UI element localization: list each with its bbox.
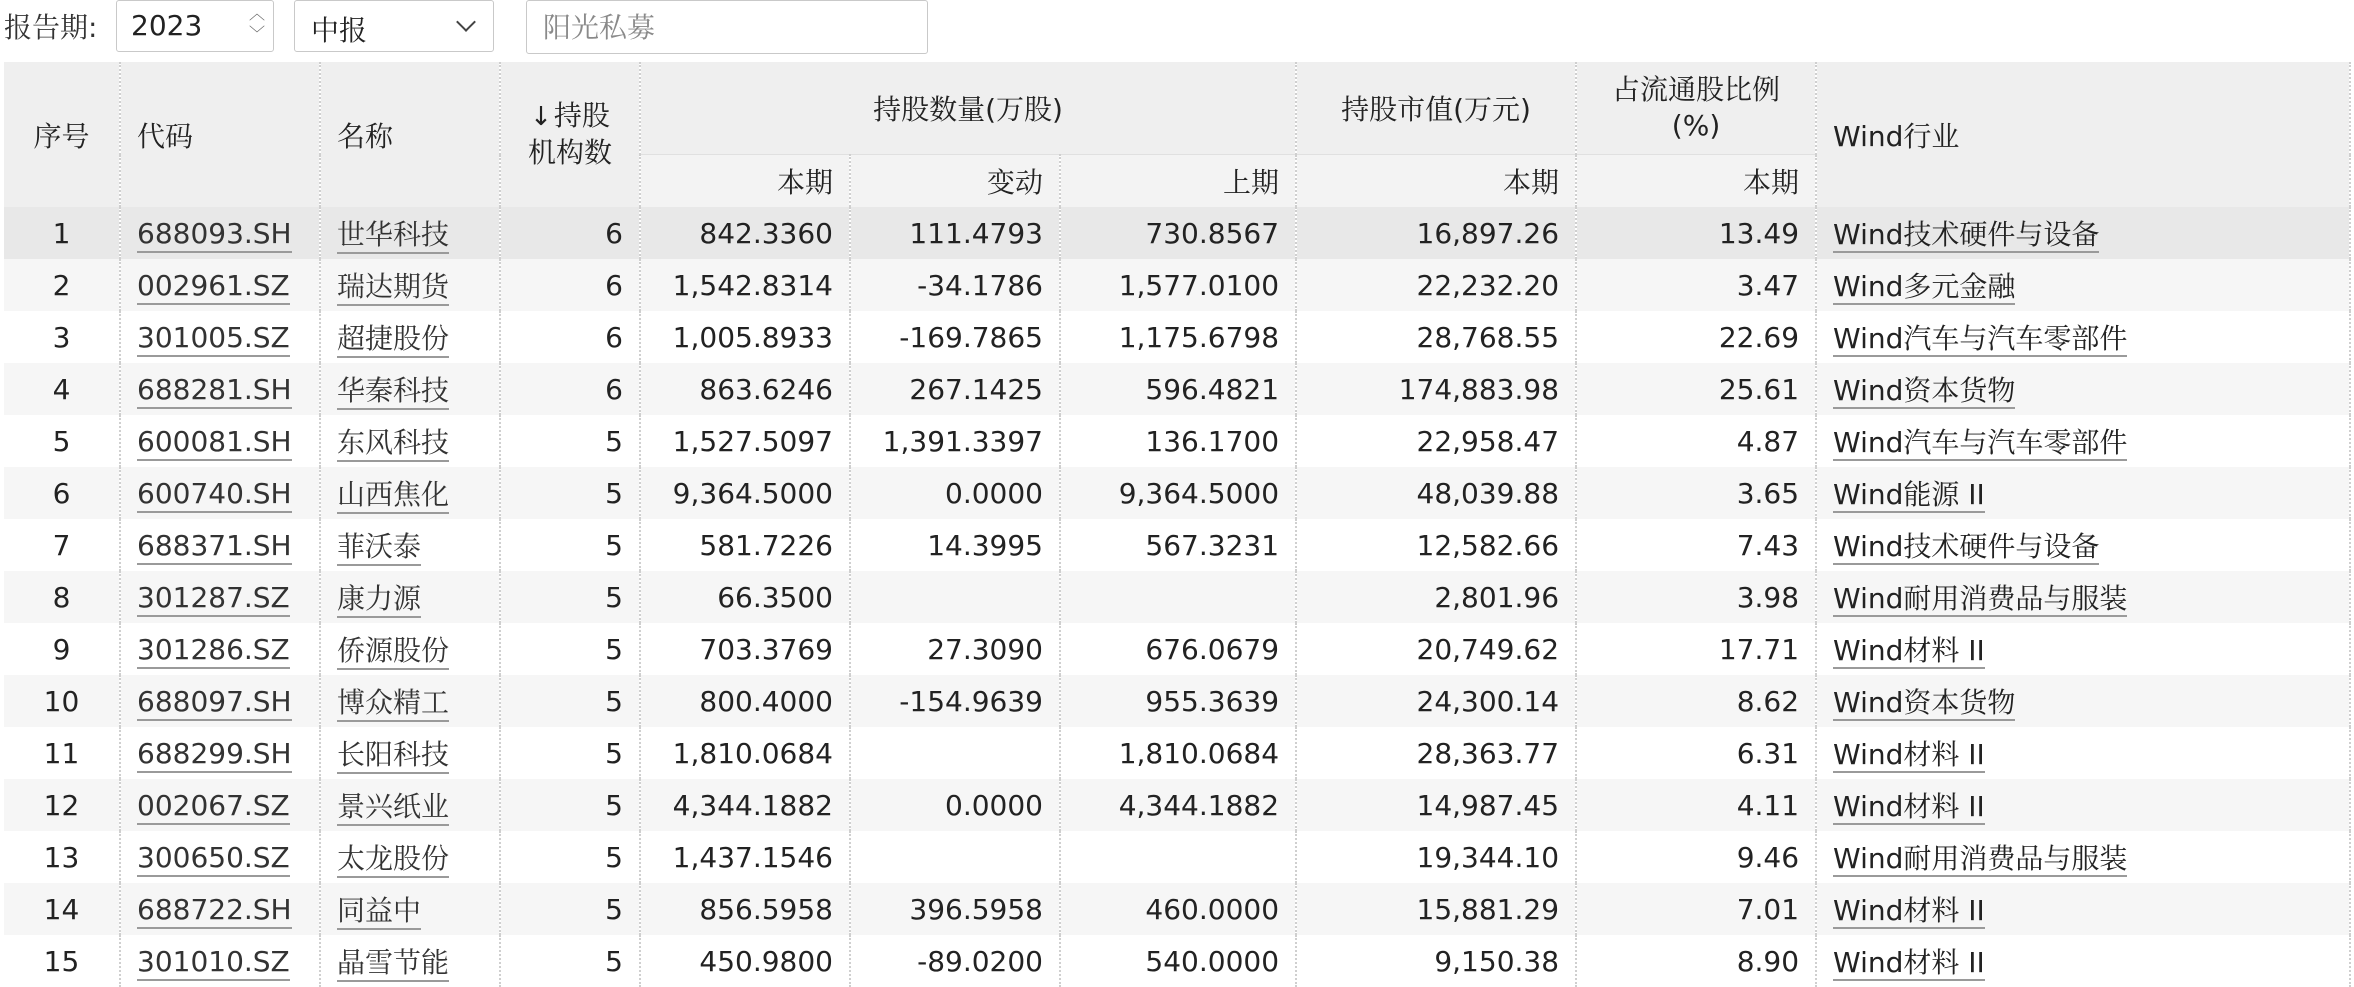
cell-index: 13 <box>4 831 120 883</box>
cell-name-cell[interactable] <box>320 415 500 467</box>
cell-industry-link-cell[interactable] <box>1816 623 2350 675</box>
cell-shares-change: -89.0200 <box>850 935 1060 987</box>
cell-shares-current: 842.3360 <box>640 207 850 259</box>
cell-name-cell[interactable] <box>320 831 500 883</box>
cell-industry-link[interactable]: Wind汽车与汽车零部件 <box>1833 322 2128 355</box>
cell-code-link-cell[interactable] <box>120 311 320 363</box>
col-header-shares-current[interactable]: 本期 <box>640 155 850 208</box>
cell-float-ratio: 3.98 <box>1576 571 1816 623</box>
cell-shares-change: -34.1786 <box>850 259 1060 311</box>
cell-industry-link[interactable]: Wind耐用消费品与服装 <box>1833 842 2128 875</box>
cell-industry-link[interactable]: Wind能源 II <box>1833 478 1985 511</box>
cell-code-link[interactable]: 301005.SZ <box>137 321 290 357</box>
cell-name[interactable]: 康力源 <box>337 582 421 618</box>
cell-shares-change: 27.3090 <box>850 623 1060 675</box>
cell-shares-current: 581.7226 <box>640 519 850 571</box>
cell-institution-count: 5 <box>500 779 640 831</box>
cell-industry-link-cell[interactable] <box>1816 311 2350 363</box>
cell-industry-link[interactable]: Wind资本货物 <box>1833 686 2016 719</box>
cell-industry-link-cell[interactable] <box>1816 727 2350 779</box>
cell-name-cell[interactable] <box>320 259 500 311</box>
cell-shares-change: 0.0000 <box>850 467 1060 519</box>
col-group-float-ratio <box>1576 62 1816 155</box>
cell-name[interactable]: 景兴纸业 <box>337 790 449 826</box>
cell-industry-link-cell[interactable] <box>1816 415 2350 467</box>
cell-institution-count: 6 <box>500 363 640 415</box>
table-row[interactable] <box>4 675 2350 727</box>
cell-index: 15 <box>4 935 120 987</box>
table-body <box>4 207 2350 987</box>
table-row[interactable] <box>4 935 2350 987</box>
cell-industry-link[interactable]: Wind耐用消费品与服装 <box>1833 582 2128 615</box>
cell-name-cell[interactable] <box>320 883 500 935</box>
table-row[interactable] <box>4 519 2350 571</box>
col-header-code[interactable]: 代码 <box>120 62 320 207</box>
cell-code-link[interactable]: 600740.SH <box>137 477 292 513</box>
cell-shares-change: -154.9639 <box>850 675 1060 727</box>
cell-institution-count: 5 <box>500 935 640 987</box>
table-row[interactable] <box>4 883 2350 935</box>
cell-float-ratio: 4.11 <box>1576 779 1816 831</box>
cell-industry-link[interactable]: Wind多元金融 <box>1833 270 2016 303</box>
cell-index: 10 <box>4 675 120 727</box>
cell-code-link-cell[interactable] <box>120 259 320 311</box>
cell-index: 7 <box>4 519 120 571</box>
cell-shares-change: 396.5958 <box>850 883 1060 935</box>
inst-header-line2: 机构数 <box>527 136 612 169</box>
cell-name[interactable]: 长阳科技 <box>337 738 449 774</box>
cell-shares-change: 267.1425 <box>850 363 1060 415</box>
col-header-ratio-current[interactable]: 本期 <box>1576 155 1816 208</box>
cell-institution-count: 5 <box>500 519 640 571</box>
cell-code-link[interactable]: 688299.SH <box>137 737 292 773</box>
cell-name-cell[interactable] <box>320 519 500 571</box>
cell-market-value: 22,958.47 <box>1296 415 1576 467</box>
table-row[interactable] <box>4 363 2350 415</box>
year-stepper[interactable] <box>116 0 274 52</box>
cell-institution-count: 5 <box>500 727 640 779</box>
cell-shares-previous: 1,810.0684 <box>1060 727 1296 779</box>
cell-code-link-cell[interactable] <box>120 935 320 987</box>
cell-code-link-cell[interactable] <box>120 623 320 675</box>
cell-shares-change: 14.3995 <box>850 519 1060 571</box>
cell-code-link-cell[interactable] <box>120 519 320 571</box>
cell-market-value: 12,582.66 <box>1296 519 1576 571</box>
cell-market-value: 15,881.29 <box>1296 883 1576 935</box>
cell-code-link[interactable]: 002067.SZ <box>137 789 290 825</box>
table-row[interactable] <box>4 259 2350 311</box>
cell-market-value: 48,039.88 <box>1296 467 1576 519</box>
cell-shares-previous <box>1060 831 1296 883</box>
cell-shares-previous: 596.4821 <box>1060 363 1296 415</box>
cell-code-link[interactable]: 002961.SZ <box>137 269 290 305</box>
cell-code-link-cell[interactable] <box>120 207 320 259</box>
filter-bar <box>0 0 2354 56</box>
cell-float-ratio: 25.61 <box>1576 363 1816 415</box>
cell-float-ratio: 8.90 <box>1576 935 1816 987</box>
cell-market-value: 28,363.77 <box>1296 727 1576 779</box>
cell-shares-previous <box>1060 571 1296 623</box>
cell-float-ratio: 9.46 <box>1576 831 1816 883</box>
col-header-institution-count[interactable] <box>500 62 640 207</box>
cell-code-link[interactable]: 688371.SH <box>137 529 292 565</box>
cell-name[interactable]: 侨源股份 <box>337 634 449 670</box>
cell-code-link[interactable]: 688093.SH <box>137 217 292 253</box>
cell-shares-current: 703.3769 <box>640 623 850 675</box>
cell-shares-current: 800.4000 <box>640 675 850 727</box>
table-row[interactable] <box>4 571 2350 623</box>
cell-name-cell[interactable] <box>320 207 500 259</box>
cell-institution-count: 6 <box>500 311 640 363</box>
cell-index: 3 <box>4 311 120 363</box>
col-group-shares: 持股数量(万股) <box>640 62 1296 155</box>
cell-float-ratio: 7.43 <box>1576 519 1816 571</box>
cell-market-value: 19,344.10 <box>1296 831 1576 883</box>
cell-index: 9 <box>4 623 120 675</box>
cell-institution-count: 5 <box>500 623 640 675</box>
cell-institution-count: 5 <box>500 831 640 883</box>
cell-index: 2 <box>4 259 120 311</box>
table-row[interactable] <box>4 467 2350 519</box>
cell-name[interactable]: 菲沃泰 <box>337 530 421 566</box>
fund-type-search-input[interactable] <box>526 0 928 54</box>
cell-industry-link-cell[interactable] <box>1816 935 2350 987</box>
cell-shares-previous: 1,577.0100 <box>1060 259 1296 311</box>
cell-name-cell[interactable] <box>320 467 500 519</box>
cell-industry-link-cell[interactable] <box>1816 519 2350 571</box>
cell-name[interactable]: 太龙股份 <box>337 842 449 878</box>
cell-institution-count: 5 <box>500 571 640 623</box>
cell-industry-link[interactable]: Wind资本货物 <box>1833 374 2016 407</box>
cell-code-link[interactable]: 600081.SH <box>137 425 292 461</box>
cell-code-link-cell[interactable] <box>120 727 320 779</box>
cell-shares-current: 4,344.1882 <box>640 779 850 831</box>
cell-industry-link[interactable]: Wind汽车与汽车零部件 <box>1833 426 2128 459</box>
cell-market-value: 24,300.14 <box>1296 675 1576 727</box>
cell-name[interactable]: 山西焦化 <box>337 478 449 514</box>
cell-name[interactable]: 华秦科技 <box>337 374 449 410</box>
cell-industry-link[interactable]: Wind技术硬件与设备 <box>1833 530 2100 563</box>
col-header-index[interactable]: 序号 <box>4 62 120 207</box>
cell-market-value: 20,749.62 <box>1296 623 1576 675</box>
period-value[interactable]: 中报 <box>311 14 368 47</box>
cell-institution-count: 6 <box>500 207 640 259</box>
cell-shares-current: 9,364.5000 <box>640 467 850 519</box>
cell-name[interactable]: 同益中 <box>337 894 421 930</box>
cell-shares-change: -169.7865 <box>850 311 1060 363</box>
table-row[interactable] <box>4 623 2350 675</box>
cell-name-cell[interactable] <box>320 935 500 987</box>
col-header-value-current[interactable]: 本期 <box>1296 155 1576 208</box>
cell-code-link-cell[interactable] <box>120 415 320 467</box>
cell-code-link[interactable]: 301010.SZ <box>137 945 290 981</box>
cell-float-ratio: 13.49 <box>1576 207 1816 259</box>
cell-float-ratio: 3.65 <box>1576 467 1816 519</box>
cell-float-ratio: 22.69 <box>1576 311 1816 363</box>
col-header-industry[interactable]: Wind行业 <box>1816 62 2350 207</box>
cell-name[interactable]: 东风科技 <box>337 426 449 462</box>
cell-name-cell[interactable] <box>320 779 500 831</box>
cell-institution-count: 6 <box>500 259 640 311</box>
cell-industry-link[interactable]: Wind材料 II <box>1833 946 1985 979</box>
cell-shares-previous: 567.3231 <box>1060 519 1296 571</box>
cell-shares-change: 111.4793 <box>850 207 1060 259</box>
cell-market-value: 9,150.38 <box>1296 935 1576 987</box>
cell-code-link[interactable]: 301286.SZ <box>137 633 290 669</box>
table-row[interactable] <box>4 311 2350 363</box>
cell-index: 4 <box>4 363 120 415</box>
cell-industry-link[interactable]: Wind技术硬件与设备 <box>1833 218 2100 251</box>
cell-shares-previous: 9,364.5000 <box>1060 467 1296 519</box>
ratio-header-line2: (%) <box>1671 109 1721 142</box>
cell-industry-link-cell[interactable] <box>1816 675 2350 727</box>
cell-shares-current: 856.5958 <box>640 883 850 935</box>
cell-industry-link-cell[interactable] <box>1816 363 2350 415</box>
cell-industry-link[interactable]: Wind材料 II <box>1833 634 1985 667</box>
cell-code-link[interactable]: 301287.SZ <box>137 581 290 617</box>
sort-desc-icon: ↓ <box>530 102 552 132</box>
cell-shares-current: 1,527.5097 <box>640 415 850 467</box>
cell-shares-current: 1,437.1546 <box>640 831 850 883</box>
cell-industry-link-cell[interactable] <box>1816 259 2350 311</box>
cell-shares-previous: 1,175.6798 <box>1060 311 1296 363</box>
cell-institution-count: 5 <box>500 467 640 519</box>
cell-shares-change: 0.0000 <box>850 779 1060 831</box>
cell-code-link-cell[interactable] <box>120 675 320 727</box>
cell-industry-link[interactable]: Wind材料 II <box>1833 790 1985 823</box>
cell-shares-previous: 460.0000 <box>1060 883 1296 935</box>
cell-shares-previous: 136.1700 <box>1060 415 1296 467</box>
period-select[interactable] <box>294 0 494 52</box>
cell-shares-current: 1,005.8933 <box>640 311 850 363</box>
cell-float-ratio: 6.31 <box>1576 727 1816 779</box>
cell-shares-current: 66.3500 <box>640 571 850 623</box>
cell-code-link[interactable]: 688722.SH <box>137 893 292 929</box>
cell-code-link-cell[interactable] <box>120 831 320 883</box>
cell-index: 1 <box>4 207 120 259</box>
col-header-shares-change[interactable]: 变动 <box>850 155 1060 208</box>
cell-market-value: 2,801.96 <box>1296 571 1576 623</box>
cell-industry-link[interactable]: Wind材料 II <box>1833 738 1985 771</box>
cell-name[interactable]: 世华科技 <box>337 218 449 254</box>
cell-name-cell[interactable] <box>320 727 500 779</box>
cell-shares-current: 1,542.8314 <box>640 259 850 311</box>
cell-float-ratio: 4.87 <box>1576 415 1816 467</box>
cell-code-link-cell[interactable] <box>120 363 320 415</box>
cell-name-cell[interactable] <box>320 623 500 675</box>
cell-float-ratio: 17.71 <box>1576 623 1816 675</box>
cell-name-cell[interactable] <box>320 363 500 415</box>
col-header-name[interactable]: 名称 <box>320 62 500 207</box>
cell-industry-link-cell[interactable] <box>1816 207 2350 259</box>
cell-industry-link-cell[interactable] <box>1816 779 2350 831</box>
cell-industry-link-cell[interactable] <box>1816 467 2350 519</box>
dropdown-chevron-icon[interactable] <box>456 12 476 32</box>
cell-industry-link-cell[interactable] <box>1816 831 2350 883</box>
cell-code-link-cell[interactable] <box>120 883 320 935</box>
table-row[interactable] <box>4 207 2350 259</box>
cell-code-link-cell[interactable] <box>120 571 320 623</box>
cell-shares-change: 1,391.3397 <box>850 415 1060 467</box>
inst-header-line1: 持股 <box>553 99 610 132</box>
cell-shares-current: 863.6246 <box>640 363 850 415</box>
cell-shares-change <box>850 571 1060 623</box>
report-period-label: 报告期: <box>4 11 98 44</box>
col-header-shares-previous[interactable]: 上期 <box>1060 155 1296 208</box>
cell-index: 5 <box>4 415 120 467</box>
cell-name-cell[interactable] <box>320 311 500 363</box>
table-row[interactable] <box>4 415 2350 467</box>
table-row[interactable] <box>4 779 2350 831</box>
cell-name[interactable]: 超捷股份 <box>337 322 449 358</box>
cell-name-cell[interactable] <box>320 675 500 727</box>
cell-name-cell[interactable] <box>320 571 500 623</box>
chevron-down-icon[interactable]: ﹀ <box>249 24 266 43</box>
cell-float-ratio: 7.01 <box>1576 883 1816 935</box>
cell-market-value: 22,232.20 <box>1296 259 1576 311</box>
cell-market-value: 16,897.26 <box>1296 207 1576 259</box>
cell-shares-previous: 4,344.1882 <box>1060 779 1296 831</box>
chevron-up-icon[interactable]: ︿ <box>249 4 266 23</box>
cell-industry-link-cell[interactable] <box>1816 883 2350 935</box>
cell-shares-previous: 955.3639 <box>1060 675 1296 727</box>
cell-shares-change <box>850 727 1060 779</box>
cell-market-value: 14,987.45 <box>1296 779 1576 831</box>
ratio-header-line1: 占流通股比例 <box>1612 73 1781 106</box>
cell-shares-previous: 676.0679 <box>1060 623 1296 675</box>
cell-index: 8 <box>4 571 120 623</box>
cell-name[interactable]: 博众精工 <box>337 686 449 722</box>
cell-name[interactable]: 晶雪节能 <box>337 946 449 982</box>
year-value[interactable]: 2023 <box>131 9 203 42</box>
holdings-table <box>4 62 2350 987</box>
cell-shares-previous: 540.0000 <box>1060 935 1296 987</box>
cell-code-link[interactable]: 300650.SZ <box>137 841 290 877</box>
cell-institution-count: 5 <box>500 675 640 727</box>
cell-float-ratio: 3.47 <box>1576 259 1816 311</box>
cell-code-link-cell[interactable] <box>120 467 320 519</box>
cell-index: 6 <box>4 467 120 519</box>
cell-index: 14 <box>4 883 120 935</box>
cell-index: 12 <box>4 779 120 831</box>
cell-code-link[interactable]: 688281.SH <box>137 373 292 409</box>
cell-name[interactable]: 瑞达期货 <box>337 270 449 306</box>
table-row[interactable] <box>4 831 2350 883</box>
cell-institution-count: 5 <box>500 415 640 467</box>
cell-market-value: 28,768.55 <box>1296 311 1576 363</box>
cell-shares-current: 1,810.0684 <box>640 727 850 779</box>
cell-float-ratio: 8.62 <box>1576 675 1816 727</box>
cell-industry-link[interactable]: Wind材料 II <box>1833 894 1985 927</box>
cell-industry-link-cell[interactable] <box>1816 571 2350 623</box>
table-row[interactable] <box>4 727 2350 779</box>
cell-shares-previous: 730.8567 <box>1060 207 1296 259</box>
cell-code-link-cell[interactable] <box>120 779 320 831</box>
cell-shares-current: 450.9800 <box>640 935 850 987</box>
cell-institution-count: 5 <box>500 883 640 935</box>
cell-index: 11 <box>4 727 120 779</box>
cell-code-link[interactable]: 688097.SH <box>137 685 292 721</box>
col-group-market-value: 持股市值(万元) <box>1296 62 1576 155</box>
cell-market-value: 174,883.98 <box>1296 363 1576 415</box>
cell-shares-change <box>850 831 1060 883</box>
